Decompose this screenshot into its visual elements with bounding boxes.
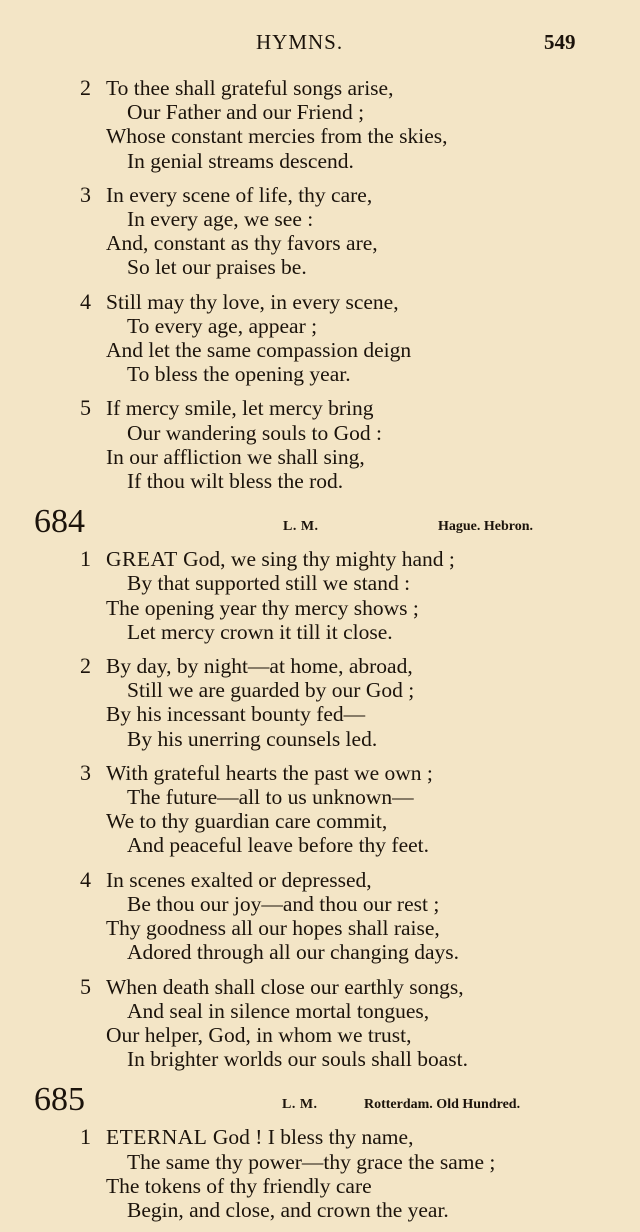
- verse-line: Our helper, God, in whom we trust,: [106, 1022, 412, 1047]
- stanza: [0, 183, 640, 280]
- verse-line: Begin, and close, and crown the year.: [127, 1197, 449, 1222]
- verse-first-word: GREAT: [106, 547, 178, 572]
- stanza: [0, 290, 640, 387]
- running-head: [0, 30, 640, 60]
- verse-line: Still may thy love, in every scene,: [106, 289, 399, 314]
- stanza-number: 2: [80, 653, 91, 679]
- verse-line-text: God ! I bless thy name,: [207, 1125, 414, 1150]
- stanza-number: 3: [80, 759, 91, 785]
- page-number: 549: [544, 30, 576, 54]
- stanza-number: 4: [80, 866, 91, 892]
- hymn-content: [0, 76, 640, 1232]
- hymn-header: [0, 1081, 640, 1125]
- verse-line: In brighter worlds our souls shall boast.: [127, 1047, 468, 1072]
- verse-line: The same thy power—thy grace the same ;: [127, 1149, 496, 1174]
- verse-line: In every scene of life, thy care,: [106, 182, 373, 207]
- hymn-number: 684: [34, 503, 85, 541]
- verse-line: Adored through all our changing days.: [127, 940, 459, 965]
- verse-line: Be thou our joy—and thou our rest ;: [127, 891, 440, 916]
- verse-line: In every age, we see :: [127, 207, 314, 232]
- stanza-number: 5: [80, 395, 91, 421]
- stanza-number: 5: [80, 973, 91, 999]
- stanza: [0, 975, 640, 1072]
- verse-line: When death shall close our earthly songs,: [106, 974, 464, 999]
- hymn-tunes: Hague. Hebron.: [438, 519, 534, 535]
- verse-first-word: ETERNAL: [106, 1125, 208, 1150]
- verse-line: If mercy smile, let mercy bring: [106, 396, 374, 421]
- hymn-meter: L. M.: [282, 1097, 318, 1113]
- verse-line: The opening year thy mercy shows ;: [106, 595, 419, 620]
- verse-line: Whose constant mercies from the skies,: [106, 124, 448, 149]
- stanza-number: 1: [80, 1124, 91, 1150]
- verse-line: The tokens of thy friendly care: [106, 1173, 372, 1198]
- verse-line: To bless the opening year.: [127, 362, 351, 387]
- verse-line: Our wandering souls to God :: [127, 420, 382, 445]
- stanza-number: 2: [80, 75, 91, 100]
- verse-line: To thee shall grateful songs arise,: [106, 76, 394, 100]
- stanza-number: 1: [80, 546, 91, 572]
- stanza: [0, 396, 640, 493]
- verse-line: Let mercy crown it till it close.: [127, 619, 393, 644]
- verse-line: We to thy guardian care commit,: [106, 809, 388, 834]
- verse-line: And peaceful leave before thy feet.: [127, 833, 430, 858]
- verse-line: In genial streams descend.: [127, 148, 354, 173]
- verse-line: If thou wilt bless the rod.: [127, 469, 344, 494]
- hymn-header: [0, 503, 640, 547]
- stanza: [0, 1125, 640, 1222]
- verse-line: By his incessant bounty fed—: [106, 702, 366, 727]
- running-title: HYMNS.: [256, 30, 344, 54]
- verse-line: With grateful hearts the past we own ;: [106, 760, 433, 785]
- stanza-number: 3: [80, 181, 91, 207]
- hymn-tunes: Rotterdam. Old Hundred.: [364, 1097, 521, 1113]
- stanza: [0, 547, 640, 644]
- verse-line: And let the same compassion deign: [106, 338, 412, 363]
- verse-line: [0, 1125, 640, 1149]
- verse-line: Still we are guarded by our God ;: [127, 678, 415, 703]
- verse-line: In our affliction we shall sing,: [106, 444, 365, 469]
- verse-line: So let our praises be.: [127, 255, 307, 280]
- hymn-number: 685: [34, 1081, 85, 1119]
- verse-line: In scenes exalted or depressed,: [106, 867, 372, 892]
- stanza-number: 4: [80, 288, 91, 314]
- verse-line: [0, 547, 640, 571]
- verse-line: To every age, appear ;: [127, 313, 318, 338]
- verse-line: The future—all to us unknown—: [127, 785, 414, 810]
- verse-line: By his unerring counsels led.: [127, 726, 378, 751]
- hymn-meter: L. M.: [283, 519, 319, 535]
- stanza: [0, 76, 640, 173]
- verse-line: By day, by night—at home, abroad,: [106, 654, 413, 679]
- verse-line: Thy goodness all our hopes shall raise,: [106, 916, 440, 941]
- verse-line: And seal in silence mortal tongues,: [127, 998, 430, 1023]
- stanza: [0, 654, 640, 751]
- verse-line-text: God, we sing thy mighty hand ;: [177, 547, 455, 572]
- verse-line: Our Father and our Friend ;: [127, 100, 365, 125]
- stanza: [0, 761, 640, 858]
- verse-line: And, constant as thy favors are,: [106, 231, 378, 256]
- stanza: [0, 868, 640, 965]
- verse-line: By that supported still we stand :: [127, 571, 411, 596]
